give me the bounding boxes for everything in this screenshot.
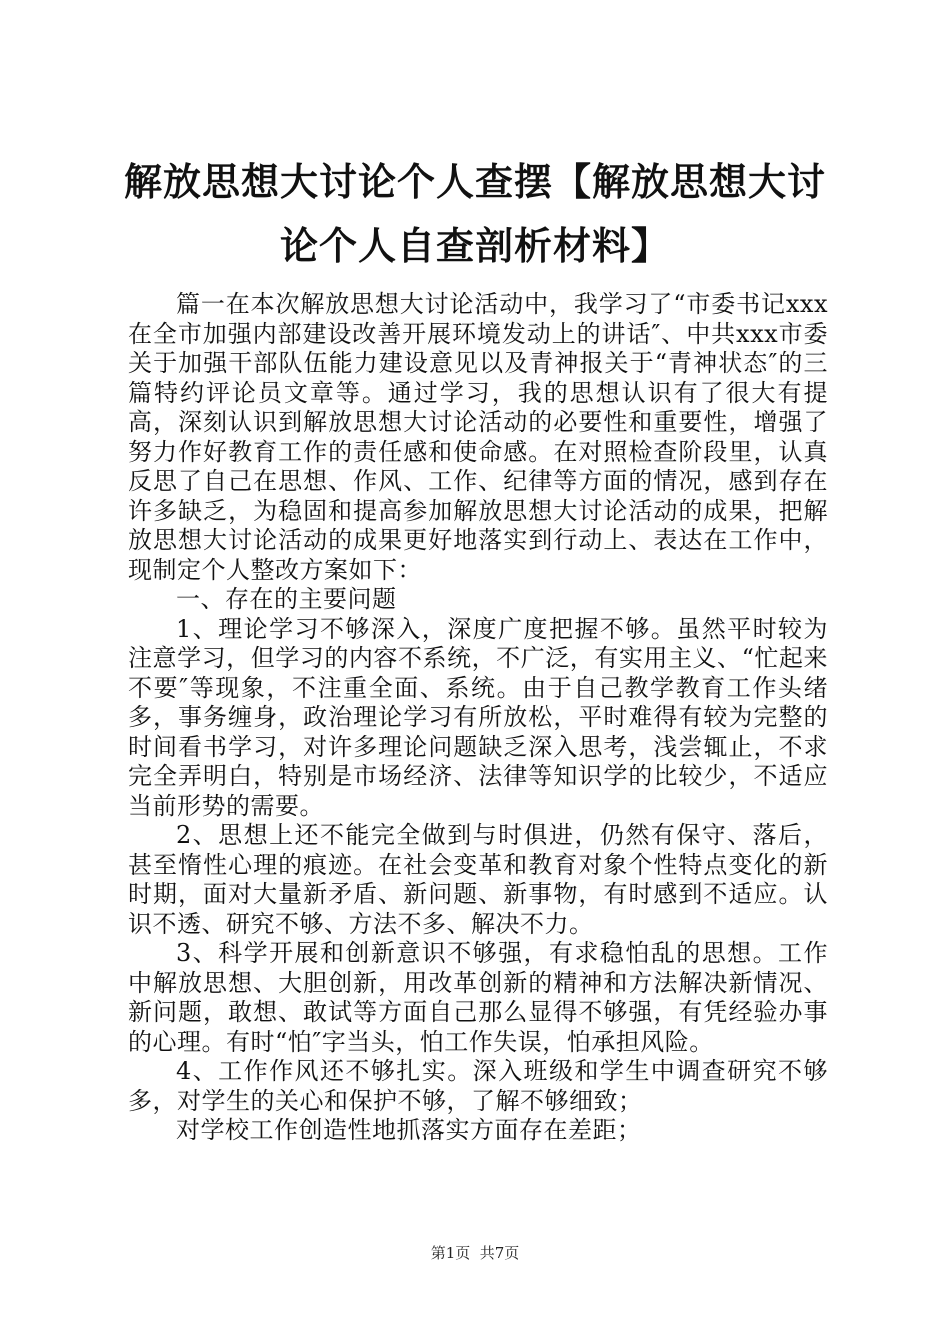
paragraph-intro: 篇一在本次解放思想大讨论活动中，我学习了“市委书记xxx在全市加强内部建设改善开展环境发动上的讲话″、中共xxx市委关于加强干部队伍能力建设意见以及青神报关于“青神状态″的三篇特约评论员文章等。通过学习，我的思想认识有了很大有提高，深刻认识到解放思想大讨论活动的必要性和重要性，增强了努力作好教育工作的责任感和使命感。在对照检查阶段里，认真反思了自己在思想、作风、工作、纪律等方面的情况，感到存在许多缺乏，为稳固和提高参加解放思想大讨论活动的成果，把解放思想大讨论活动的成果更好地落实到行动上、表达在工作中，现制定个人整改方案如下： [128,290,828,584]
paragraph-problem-3: 3、科学开展和创新意识不够强，有求稳怕乱的思想。工作中解放思想、大胆创新，用改革创新的精神和方法解决新情况、新问题，敢想、敢试等方面自己那么显得不够强，有凭经验办事的心理。有时“怕″字当头，怕工作失误，怕承担风险。 [128,939,828,1056]
document-body [128,290,828,1146]
paragraph-problem-4: 4、工作作风还不够扎实。深入班级和学生中调查研究不够多，对学生的关心和保护不够，了解不够细致； [128,1057,828,1115]
page-number-label: 第1页 共7页 [430,1244,520,1262]
section-heading-main-problems: 一、存在的主要问题 [176,585,397,613]
document-title: 解放思想大讨论个人查摆【解放思想大讨论个人自查剖析材料】 [123,160,826,268]
paragraph-problem-1: 1、理论学习不够深入，深度广度把握不够。虽然平时较为注意学习，但学习的内容不系统，不广泛，有实用主义、“忙起来不要″等现象，不注重全面、系统。由于自己教学教育工作头绪多，事务缠身，政治理论学习有所放松，平时难得有较为完整的时间看书学习，对许多理论问题缺乏深入思考，浅尝辄止，不求完全弄明白，特别是市场经济、法律等知识学的比较少，不适应当前形势的需要。 [128,614,828,820]
page-footer [0,1243,950,1263]
paragraph-problem-2: 2、思想上还不能完全做到与时俱进，仍然有保守、落后，甚至惰性心理的痕迹。在社会变革和教育对象个性特点变化的新时期，面对大量新矛盾、新问题、新事物，有时感到不适应。认识不透、研究不够、方法不多、解决不力。 [128,821,828,938]
paragraph-continuation: 对学校工作创造性地抓落实方面存在差距； [176,1116,642,1144]
